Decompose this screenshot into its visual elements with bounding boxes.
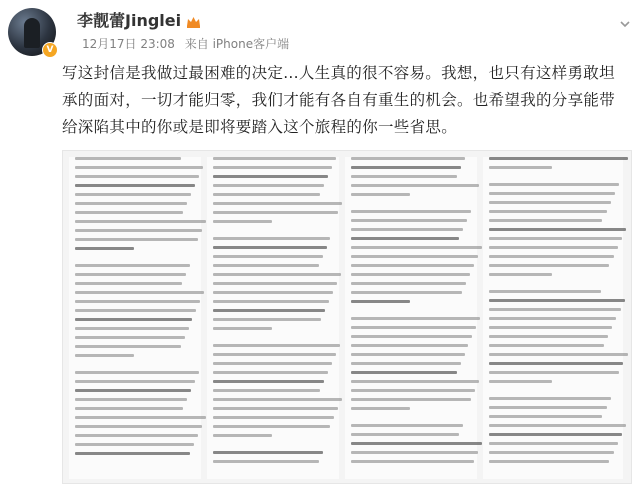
verified-badge-icon: V (42, 42, 58, 58)
letter-text-line (213, 353, 336, 356)
author-name-text[interactable]: 李靓蕾Jinglei (77, 11, 182, 30)
letter-text-line (489, 157, 628, 160)
letter-text-line (351, 264, 474, 267)
post-source: 来自 iPhone客户端 (184, 37, 290, 51)
letter-text-line (351, 398, 471, 401)
letter-text-line (351, 424, 463, 427)
letter-text-line (213, 166, 332, 169)
letter-text-line (75, 282, 182, 285)
letter-text-line (213, 362, 332, 365)
letter-text-line (75, 291, 204, 294)
letter-text-line (489, 317, 616, 320)
avatar-figure (24, 18, 40, 48)
letter-text-line (213, 300, 329, 303)
letter-text-line (489, 255, 614, 258)
letter-page-4 (483, 157, 623, 479)
post-meta (82, 35, 295, 52)
letter-text-line (351, 353, 465, 356)
letter-text-line (75, 220, 206, 223)
letter-text-line (213, 318, 321, 321)
letter-text-line (351, 273, 470, 276)
letter-text-line (489, 192, 615, 195)
chevron-down-icon[interactable] (619, 18, 631, 30)
letter-text-line (75, 336, 185, 339)
letter-text-line (489, 442, 618, 445)
letter-text-line (351, 175, 457, 178)
letter-text-line (351, 407, 410, 410)
letter-text-line (75, 345, 181, 348)
letter-text-line (489, 380, 552, 383)
letter-text-line (351, 326, 476, 329)
letter-text-line (489, 273, 552, 276)
letter-text-line (351, 157, 465, 160)
letter-text-line (75, 202, 187, 205)
post-date[interactable]: 12月17日 23:08 (82, 37, 175, 51)
letter-text-line (489, 424, 626, 427)
letter-text-line (213, 434, 272, 437)
letter-text-line (351, 237, 459, 240)
letter-text-line (213, 425, 330, 428)
letter-text-line (351, 219, 467, 222)
letter-text-line (489, 397, 611, 400)
letter-text-line (75, 193, 191, 196)
letter-text-line (75, 434, 198, 437)
letter-text-line (489, 201, 611, 204)
letter-text-line (489, 415, 602, 418)
letter-text-line (213, 389, 320, 392)
letter-text-line (75, 416, 206, 419)
letter-text-line (213, 211, 338, 214)
letter-text-line (351, 184, 479, 187)
letter-text-line (213, 175, 328, 178)
post-text: 写这封信是我做过最困难的决定...人生真的很不容易。我想，也只有这样勇敢坦承的面对，一切才能归零，我们才能有各自有重生的机会。也希望我的分享能带给深陷其中的你或是即将要踏入这个旅程的你一些省思。 (62, 64, 616, 136)
letter-text-line (489, 264, 609, 267)
letter-text-line (489, 353, 628, 356)
letter-text-line (75, 238, 198, 241)
letter-text-line (351, 389, 475, 392)
letter-text-line (351, 460, 474, 463)
letter-page-1 (69, 157, 201, 479)
letter-text-line (213, 157, 336, 160)
letter-text-line (351, 380, 479, 383)
letter-text-line (213, 327, 272, 330)
letter-text-line (351, 210, 471, 213)
letter-text-line (213, 451, 323, 454)
letter-text-line (351, 344, 468, 347)
member-crown-icon (186, 16, 201, 28)
letter-text-line (75, 166, 203, 169)
letter-text-line (489, 290, 601, 293)
letter-text-line (489, 326, 612, 329)
letter-text-line (351, 246, 482, 249)
letter-text-line (213, 344, 340, 347)
letter-text-line (213, 309, 325, 312)
letter-text-line (213, 407, 338, 410)
letter-text-line (351, 255, 478, 258)
letter-text-line (75, 398, 187, 401)
letter-text-line (213, 371, 328, 374)
letter-image[interactable] (62, 150, 632, 484)
letter-text-line (351, 371, 457, 374)
letter-text-line (489, 362, 623, 365)
letter-text-line (213, 291, 333, 294)
letter-text-line (213, 460, 319, 463)
letter-text-line (489, 335, 608, 338)
letter-text-line (351, 442, 482, 445)
letter-text-line (351, 335, 472, 338)
letter-text-line (213, 264, 319, 267)
letter-text-line (75, 247, 134, 250)
letter-text-line (489, 219, 602, 222)
letter-text-line (489, 299, 625, 302)
letter-text-line (351, 317, 480, 320)
letter-text-line (351, 228, 463, 231)
letter-text-line (489, 344, 604, 347)
letter-text-line (75, 318, 192, 321)
letter-text-line (75, 452, 190, 455)
letter-text-line (351, 166, 461, 169)
letter-text-line (75, 273, 186, 276)
letter-text-line (489, 406, 607, 409)
letter-text-line (75, 175, 199, 178)
letter-text-line (75, 300, 200, 303)
letter-text-line (75, 407, 183, 410)
letter-text-line (75, 309, 196, 312)
letter-text-line (489, 228, 626, 231)
letter-text-line (489, 433, 622, 436)
letter-text-line (213, 237, 330, 240)
letter-text-line (75, 211, 183, 214)
letter-text-line (75, 229, 202, 232)
letter-text-line (489, 183, 619, 186)
letter-text-line (351, 193, 410, 196)
letter-text-line (75, 264, 190, 267)
letter-text-line (75, 371, 199, 374)
letter-text-line (351, 451, 478, 454)
letter-text-line (75, 443, 194, 446)
letter-text-line (75, 389, 191, 392)
post-header (0, 0, 641, 58)
letter-text-line (213, 202, 342, 205)
letter-page-3 (345, 157, 477, 479)
letter-text-line (213, 246, 327, 249)
letter-text-line (489, 308, 621, 311)
letter-text-line (213, 193, 320, 196)
letter-text-line (75, 327, 189, 330)
letter-text-line (75, 184, 195, 187)
letter-page-2 (207, 157, 339, 479)
letter-text-line (351, 291, 462, 294)
letter-text-line (489, 210, 607, 213)
letter-text-line (489, 371, 619, 374)
letter-text-line (213, 416, 334, 419)
letter-text-line (351, 300, 410, 303)
letter-text-line (213, 398, 342, 401)
letter-text-line (75, 425, 202, 428)
letter-text-line (75, 354, 134, 357)
letter-text-line (75, 380, 195, 383)
letter-text-line (213, 184, 324, 187)
letter-text-line (489, 237, 622, 240)
letter-text-line (489, 451, 614, 454)
letter-text-line (213, 380, 324, 383)
author-name[interactable] (77, 8, 201, 31)
letter-text-line (213, 273, 341, 276)
letter-text-line (489, 460, 609, 463)
letter-text-line (75, 157, 181, 160)
letter-text-line (213, 220, 272, 223)
letter-text-line (489, 166, 552, 169)
letter-text-line (213, 282, 337, 285)
letter-text-line (351, 282, 466, 285)
letter-text-line (351, 433, 459, 436)
letter-text-line (213, 255, 323, 258)
letter-text-line (351, 362, 461, 365)
letter-text-line (489, 246, 618, 249)
